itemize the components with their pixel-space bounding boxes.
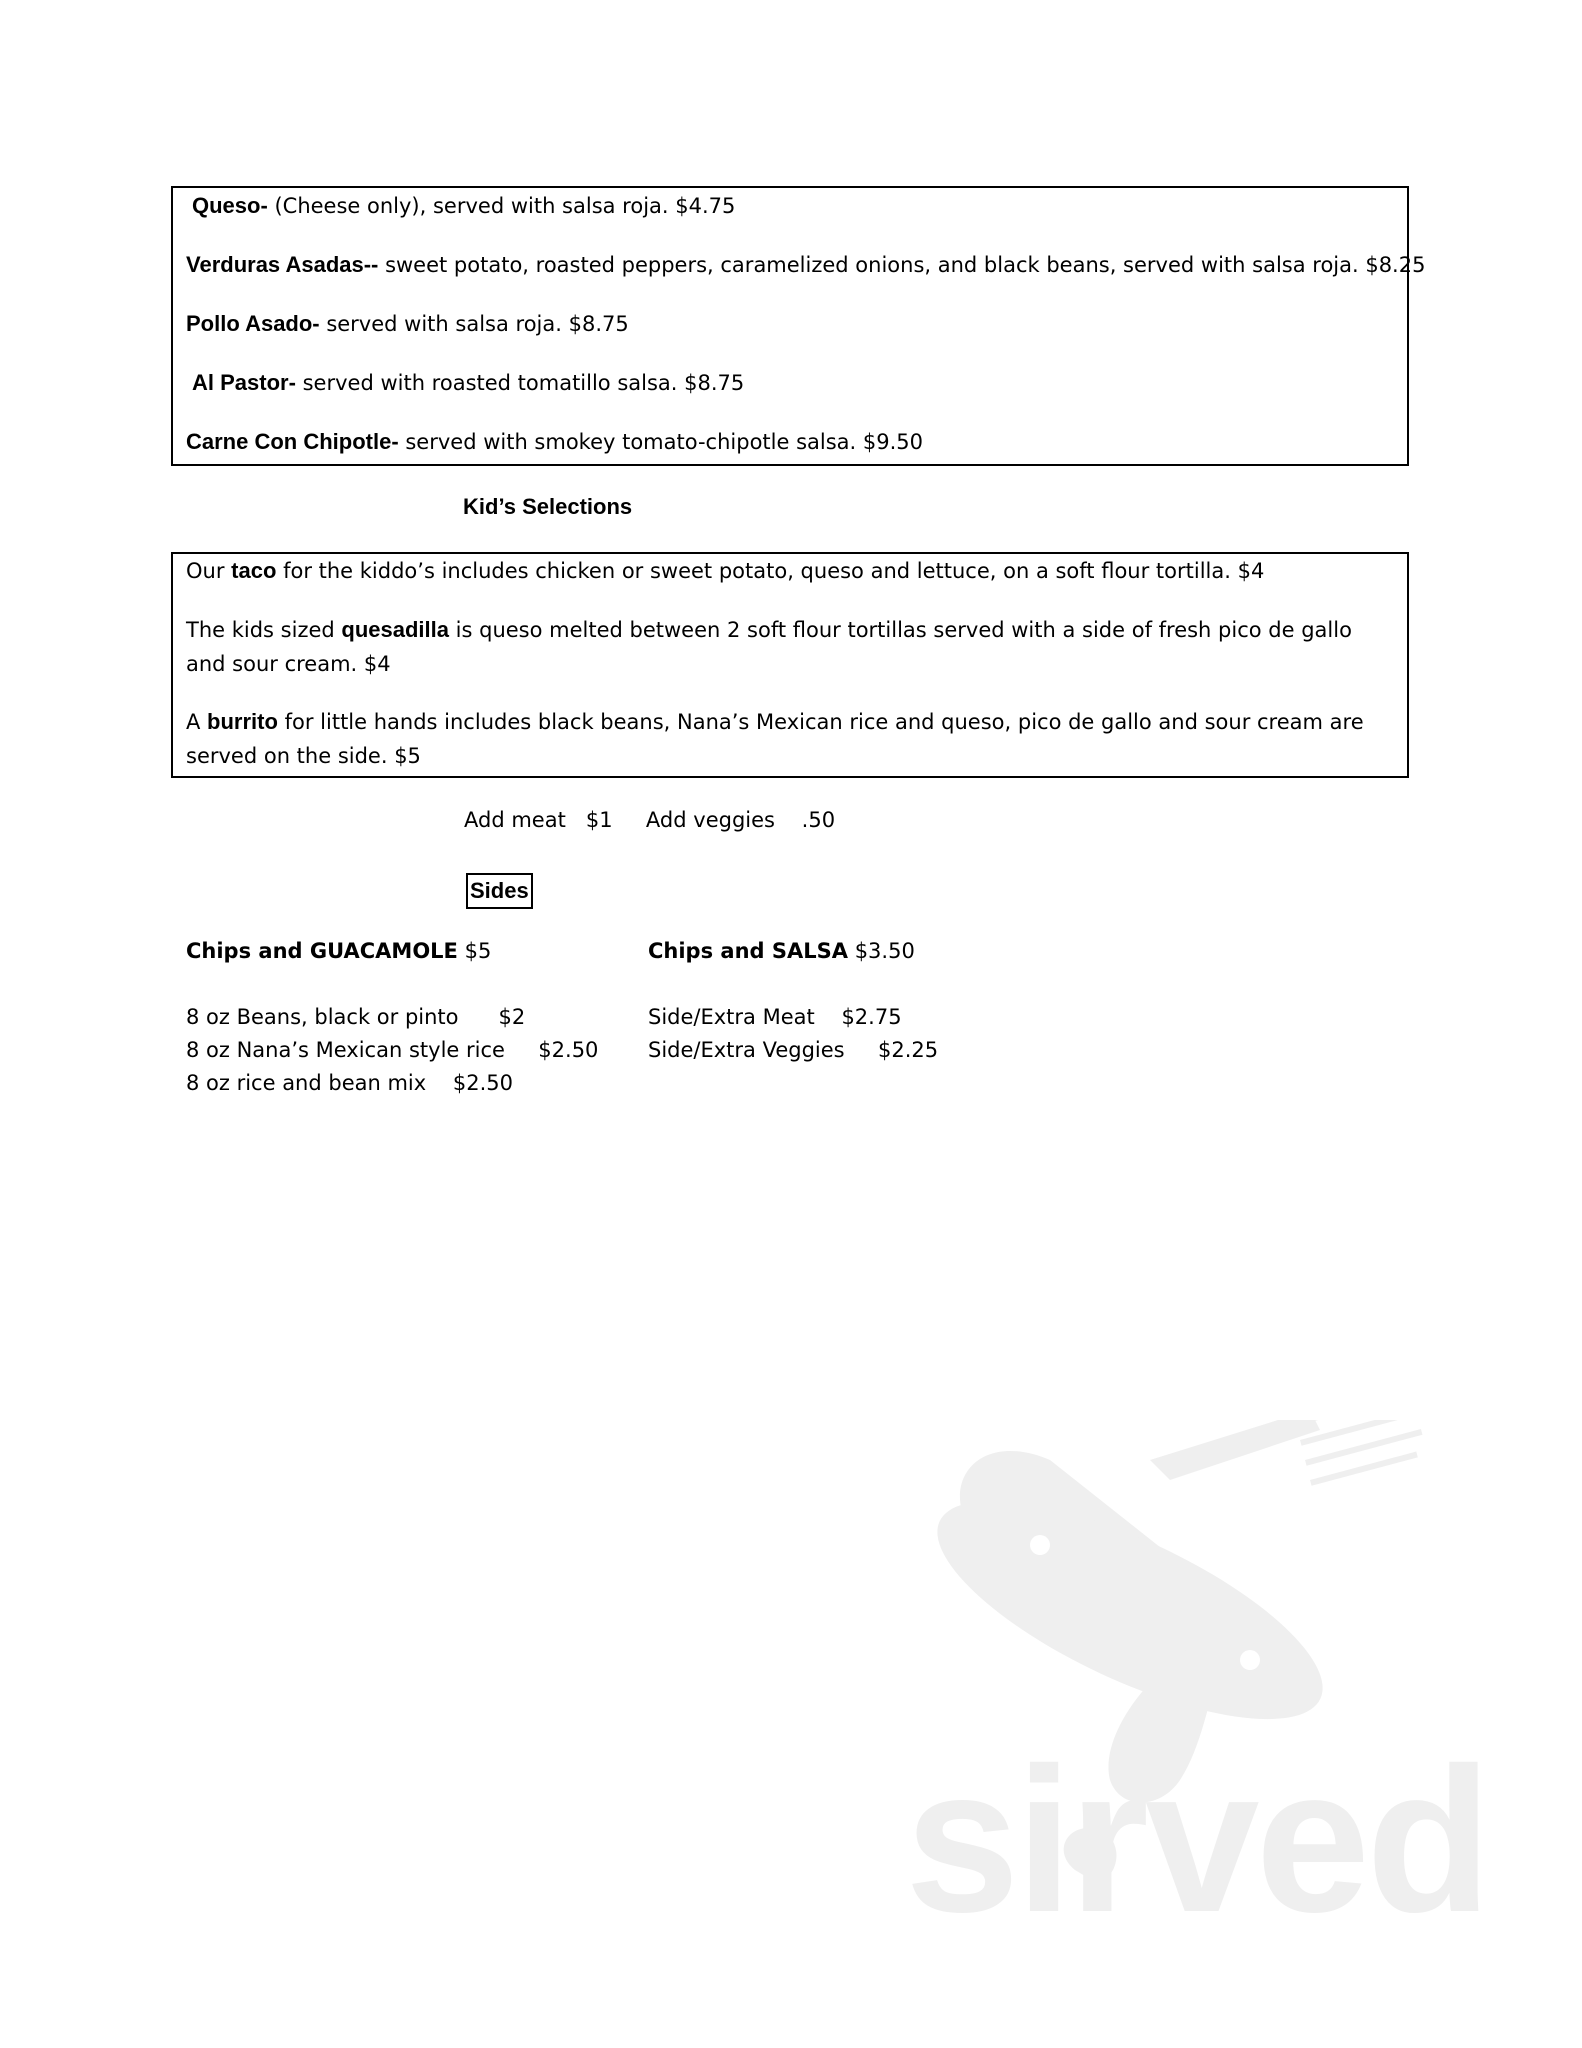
kids-heading: Kid’s Selections xyxy=(463,494,633,519)
side-item-rice: 8 oz Nana’s Mexican style rice $2.50 xyxy=(186,1038,599,1062)
kids-quesadilla xyxy=(186,613,1396,681)
menu-item-pollo-asado xyxy=(186,310,629,338)
kids-taco-desc: for the kiddo’s includes chicken or sweet potato, queso and lettuce, on a soft flour tortilla. $4 xyxy=(276,559,1265,583)
side-item-extra-meat: Side/Extra Meat $2.75 xyxy=(648,1005,902,1029)
menu-item-verduras-asadas xyxy=(186,251,1425,279)
side-name: Chips and SALSA xyxy=(648,939,849,963)
menu-item-carne-con-chipotle xyxy=(186,428,923,456)
kids-taco xyxy=(186,557,1264,585)
kids-taco-name: taco xyxy=(231,558,277,583)
side-name: Chips and GUACAMOLE xyxy=(186,939,458,963)
kids-quesadilla-pre: The kids sized xyxy=(186,618,342,642)
kids-burrito-desc: for little hands includes black beans, Nana’s Mexican rice and queso, pico de gallo and sour cream are served on the side. $5 xyxy=(186,710,1364,768)
item-name: Verduras Asadas-- xyxy=(186,252,379,277)
kids-burrito-pre: A xyxy=(186,710,208,734)
kids-quesadilla-desc: is queso melted between 2 soft flour tortillas served with a side of fresh pico de gallo and sour cream. $4 xyxy=(186,618,1352,676)
item-name: Al Pastor- xyxy=(192,370,296,395)
side-item-rice-bean-mix: 8 oz rice and bean mix $2.50 xyxy=(186,1071,514,1095)
item-desc: served with salsa roja. $8.75 xyxy=(319,312,629,336)
side-chips-salsa xyxy=(648,937,915,965)
kids-burrito xyxy=(186,705,1396,773)
kids-taco-pre: Our xyxy=(186,559,232,583)
side-price: $3.50 xyxy=(848,939,915,963)
menu-item-queso xyxy=(192,192,735,220)
item-desc: served with smokey tomato-chipotle salsa. $9.50 xyxy=(398,430,924,454)
item-name: Pollo Asado- xyxy=(186,311,320,336)
side-item-beans: 8 oz Beans, black or pinto $2 xyxy=(186,1005,526,1029)
menu-item-al-pastor xyxy=(192,369,744,397)
side-price: $5 xyxy=(457,939,492,963)
kids-burrito-name: burrito xyxy=(207,709,278,734)
sides-heading: Sides xyxy=(466,873,533,909)
item-desc: served with roasted tomatillo salsa. $8.75 xyxy=(295,371,745,395)
item-name: Queso- xyxy=(192,193,268,218)
side-chips-guacamole xyxy=(186,937,491,965)
item-desc: sweet potato, roasted peppers, caramelized onions, and black beans, served with salsa roja. $8.25 xyxy=(378,253,1426,277)
watermark-text: sirved xyxy=(905,1725,1488,1955)
item-name: Carne Con Chipotle- xyxy=(186,429,399,454)
side-item-extra-veggies: Side/Extra Veggies $2.25 xyxy=(648,1038,939,1062)
kids-addons: Add meat $1 Add veggies .50 xyxy=(464,808,836,832)
kids-quesadilla-name: quesadilla xyxy=(341,617,449,642)
item-desc: (Cheese only), served with salsa roja. $4.75 xyxy=(267,194,736,218)
